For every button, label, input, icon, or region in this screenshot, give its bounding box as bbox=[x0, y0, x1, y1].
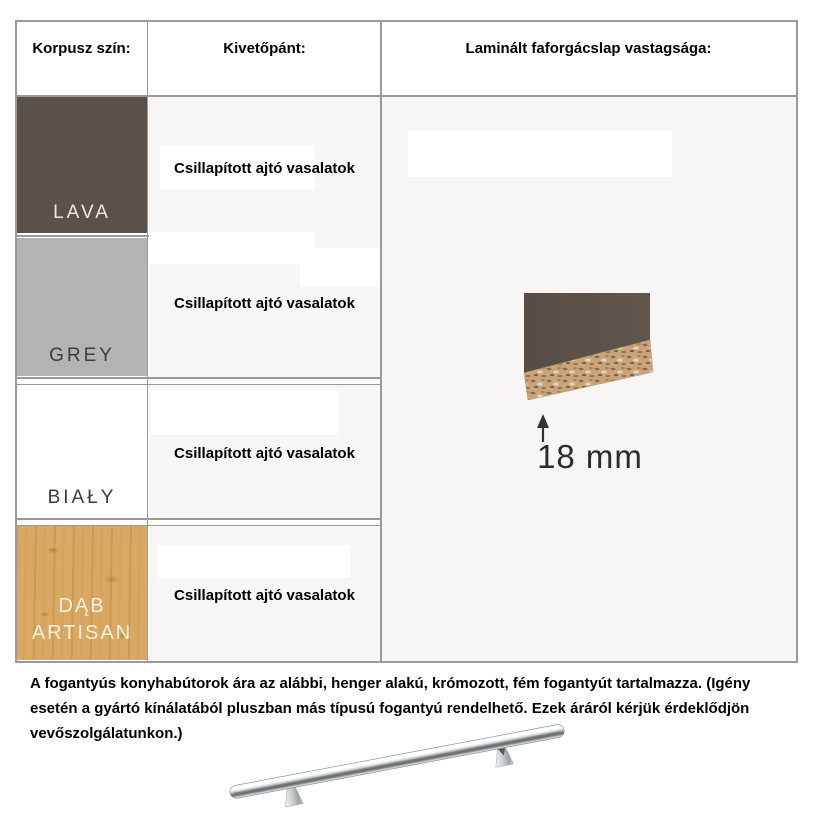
header-hinge: Kivetőpánt: bbox=[223, 40, 306, 57]
table-border-right bbox=[796, 20, 798, 663]
header-corpus-color: Korpusz szín: bbox=[32, 40, 131, 57]
swatch-label-lava: LAVA bbox=[53, 202, 111, 223]
table-border-top bbox=[15, 20, 798, 22]
table-border-left bbox=[15, 20, 17, 663]
hinge-text-row-1: Csillapított ajtó vasalatok bbox=[174, 160, 355, 177]
thickness-value: 18 mm bbox=[537, 438, 643, 475]
redacted-area bbox=[149, 232, 314, 264]
table-border-row1-row2 bbox=[15, 235, 149, 237]
redacted-area bbox=[150, 391, 338, 435]
hinge-text-row-3: Csillapított ajtó vasalatok bbox=[174, 445, 355, 462]
footer-note: A fogantyús konyhabútorok ára az alábbi, henger alakú, krómozott, fém fogantyút tartalmazza. (Igény esetén a gyártó kínálatából pluszban más típusú fogantyú rendelhető. Ezek áráról kérjük érdeklődjön vevőszolgálatunkon.) bbox=[30, 675, 751, 742]
table-border-header-bottom bbox=[15, 95, 798, 97]
chrome-handle-image bbox=[185, 710, 595, 818]
table-border-row3-bottom bbox=[15, 518, 382, 520]
table-border-row2-bottom bbox=[15, 377, 382, 379]
redacted-area bbox=[157, 545, 350, 578]
table-border-bottom bbox=[15, 661, 798, 663]
header-board-thickness: Laminált faforgácslap vastagsága: bbox=[465, 40, 712, 57]
table-border-col1-col2 bbox=[147, 20, 148, 663]
redacted-area bbox=[300, 248, 380, 287]
hinge-text-row-2: Csillapított ajtó vasalatok bbox=[174, 295, 355, 312]
swatch-label-bialy: BIAŁY bbox=[47, 487, 117, 508]
hinge-text-row-4: Csillapított ajtó vasalatok bbox=[174, 587, 355, 604]
table-border-col2-col3 bbox=[380, 20, 382, 663]
table-border-row4-top bbox=[15, 525, 382, 526]
redacted-area bbox=[408, 130, 672, 177]
table-border-row3-top bbox=[15, 384, 382, 385]
swatch-label-dab-artisan: DĄB ARTISAN bbox=[31, 595, 133, 644]
swatch-label-grey: GREY bbox=[49, 345, 115, 366]
